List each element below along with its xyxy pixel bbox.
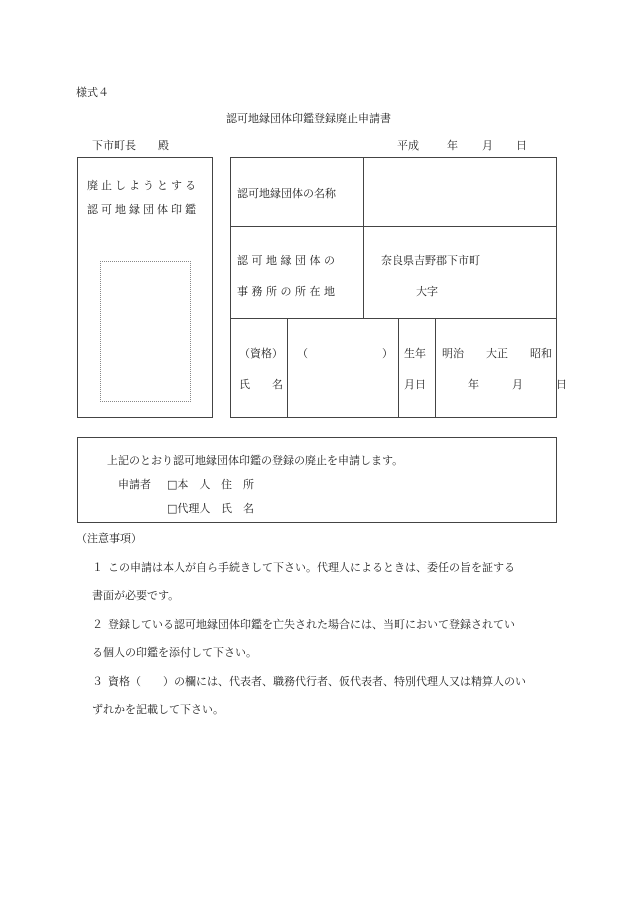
- birth-era-options[interactable]: 明治 大正 昭和: [442, 347, 552, 360]
- qualification-paren-close: ）: [382, 347, 393, 360]
- applicant-name-label: 氏 名: [221, 502, 254, 515]
- seal-box: [77, 157, 213, 418]
- office-address-line1[interactable]: 奈良県吉野郡下市町: [381, 254, 480, 267]
- qualification-label: （資格）: [239, 347, 283, 360]
- applicant-label: 申請者: [118, 478, 151, 491]
- seal-box-label-line2: 認可地縁団体印鑑: [87, 203, 199, 216]
- note-number: ３: [92, 675, 103, 688]
- note-line: 資格（ ）の欄には、代表者、職務代行者、仮代表者、特別代理人又は精算人のい: [108, 675, 526, 688]
- form-number: 様式４: [76, 86, 109, 99]
- note-line: この申請は本人が自ら手続きして下さい。代理人によるときは、委任の旨を証する: [108, 561, 515, 574]
- office-label-line1: 認 可 地 縁 団 体 の: [237, 254, 335, 267]
- seal-box-label-line1: 廃止しようとする: [87, 179, 199, 192]
- date-month: 月: [482, 139, 493, 152]
- note-line: ずれかを記載して下さい。: [92, 703, 224, 716]
- form-title: 認可地縁団体印鑑登録廃止申請書: [226, 112, 391, 125]
- seal-impression-area[interactable]: [100, 261, 191, 402]
- person-name-label: 氏 名: [239, 378, 283, 391]
- date-day: 日: [516, 139, 527, 152]
- office-address-line2[interactable]: 大字: [416, 285, 438, 298]
- date-year: 年: [447, 139, 458, 152]
- qualification-paren-open: （: [297, 347, 308, 360]
- registration-table: [230, 157, 567, 418]
- self-checkbox-option[interactable]: □本 人: [167, 478, 211, 491]
- addressee: 下市町長 殿: [92, 139, 169, 152]
- birth-date-fields[interactable]: 年 月 日: [468, 378, 567, 391]
- notes-heading: （注意事項）: [76, 532, 142, 545]
- note-number: １: [92, 561, 103, 574]
- address-label: 住 所: [221, 478, 254, 491]
- note-line: 登録している認可地縁団体印鑑を亡失された場合には、当町において登録されてい: [108, 618, 515, 631]
- agent-checkbox-option[interactable]: □代理人: [167, 502, 211, 515]
- declaration-text: 上記のとおり認可地縁団体印鑑の登録の廃止を申請します。: [107, 454, 404, 467]
- group-name-label: 認可地縁団体の名称: [237, 187, 336, 200]
- office-label-line2: 事 務 所 の 所 在 地: [237, 285, 335, 298]
- note-line: 書面が必要です。: [92, 589, 180, 602]
- note-line: る個人の印鑑を添付して下さい。: [92, 646, 257, 659]
- note-number: ２: [92, 618, 103, 631]
- birth-label-line2: 月日: [404, 378, 426, 391]
- birth-label-line1: 生年: [404, 347, 426, 360]
- declaration-box: [77, 437, 557, 523]
- date-era: 平成: [397, 139, 419, 152]
